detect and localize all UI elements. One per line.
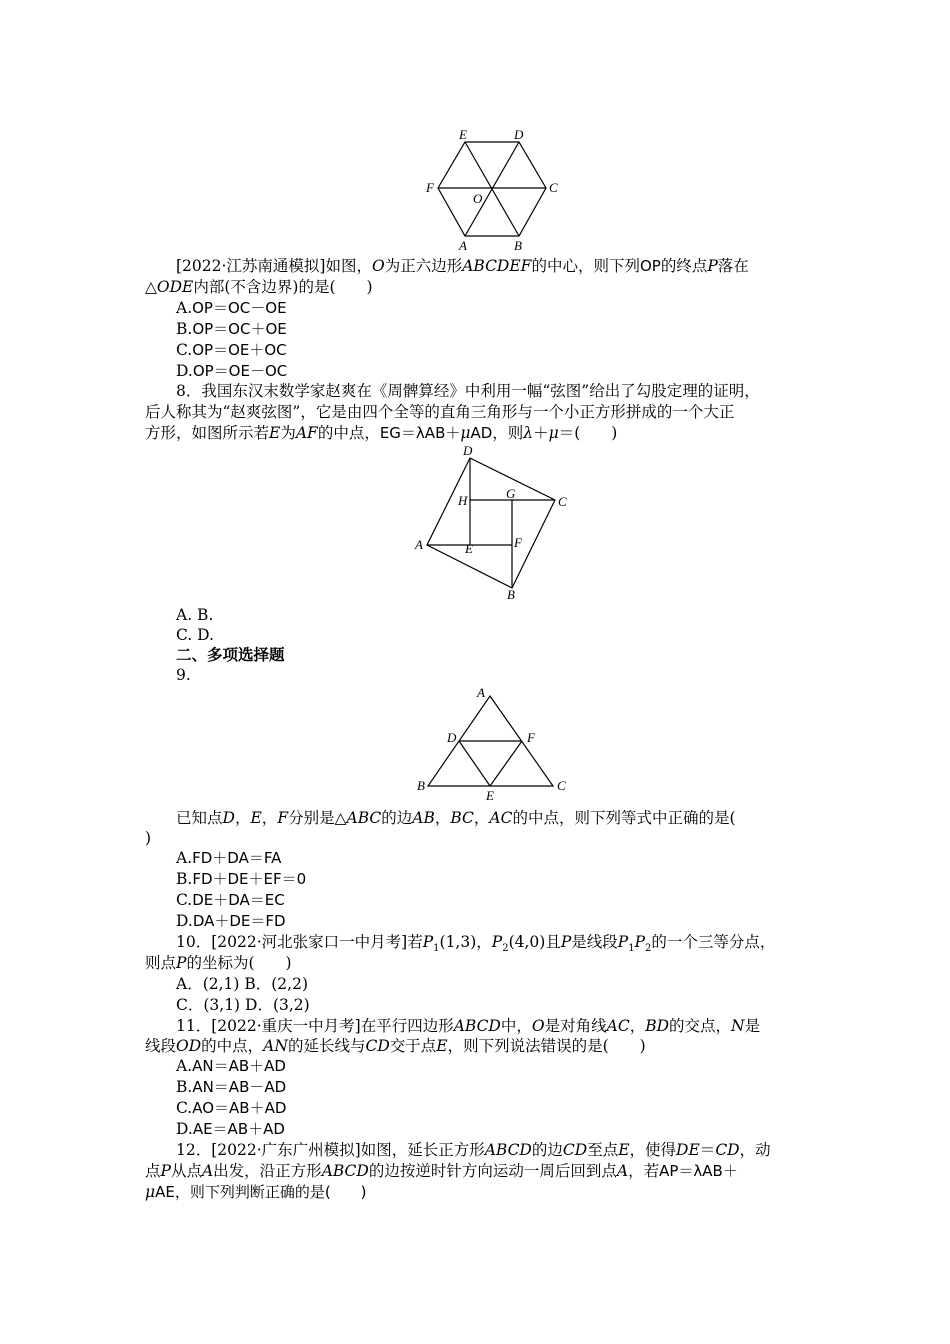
zhao-label-C: C: [558, 494, 567, 509]
q9-number: 9.: [176, 666, 191, 684]
q11-line2: 线段OD的中点，AN的延长线与CD交于点E，则下列说法错误的是( ): [145, 1037, 646, 1055]
q7-line1: [2022·江苏南通模拟]如图，O为正六边形ABCDEF的中心，则下列OP的终点P落在: [176, 257, 749, 275]
hexagon-label-B: B: [514, 238, 522, 253]
q9-option-a: A.FD＋DA＝FA: [176, 849, 282, 867]
triangle-label-F: F: [527, 730, 535, 745]
q9-option-d: D.DA＋DE＝FD: [176, 912, 286, 930]
q9-option-c: C.DE＋DA＝EC: [176, 891, 285, 909]
q9-line2: ): [145, 829, 152, 847]
q8-line3: 方形，如图所示若E为AF的中点，EG＝λAB＋μAD，则λ＋μ＝( ): [145, 424, 618, 442]
q12-line1: 12．[2022·广东广州模拟]如图，延长正方形ABCD的边CD至点E，使得DE＝CD，动: [176, 1141, 771, 1159]
q10-options-cd: C．(3,1) D．(3,2): [176, 996, 310, 1014]
zhao-label-A: A: [415, 537, 423, 552]
triangle-label-E: E: [486, 788, 494, 803]
q11-option-a: A.AN＝AB＋AD: [176, 1057, 286, 1075]
q9-option-b: B.FD＋DE＋EF＝0: [176, 870, 307, 888]
zhao-label-B: B: [507, 587, 515, 602]
q7-option-a: A.OP＝OC－OE: [176, 299, 287, 317]
q10-options-ab: A．(2,1) B．(2,2): [176, 975, 308, 993]
q11-option-c: C.AO＝AB＋AD: [176, 1099, 287, 1117]
triangle-label-D: D: [447, 730, 457, 745]
q10-line2: 则点P的坐标为( ): [145, 954, 292, 972]
q10-line1: 10．[2022·河北张家口一中月考]若$P_1(1,3)$，$P_2(4,0)$且P是线段$P_1P_2$的一个三等分点，: [176, 933, 776, 955]
hexagon-label-A: A: [459, 238, 467, 253]
q11-option-d: D.AE＝AB＋AD: [176, 1120, 285, 1138]
q11-line1: 11．[2022·重庆一中月考]在平行四边形ABCD中，O是对角线AC，BD的交点，N是: [176, 1017, 761, 1035]
zhao-label-E: E: [465, 541, 473, 556]
hexagon-label-E: E: [459, 127, 467, 142]
q9-line1: 已知点D，E，F分别是△ABC的边AB，BC，AC的中点，则下列等式中正确的是(: [176, 809, 736, 827]
hexagon-label-C: C: [549, 180, 558, 195]
zhao-label-F: F: [514, 535, 522, 550]
zhao-label-H: H: [458, 493, 468, 508]
q7-line2: △ODE内部(不含边界)的是( ): [145, 278, 373, 296]
hexagon-label-F: F: [426, 180, 434, 195]
q11-option-b: B.AN＝AB－AD: [176, 1078, 287, 1096]
triangle-label-A: A: [477, 685, 485, 700]
hexagon-label-D: D: [514, 127, 524, 142]
q7-option-b: B.OP＝OC＋OE: [176, 320, 287, 338]
triangle-label-C: C: [557, 778, 566, 793]
hexagon-label-O: O: [473, 191, 483, 206]
q7-option-c: C.OP＝OE＋OC: [176, 341, 287, 359]
q12-line2: 点P从点A出发，沿正方形ABCD的边按逆时针方向运动一周后回到点A，若AP＝λAB＋: [145, 1162, 738, 1180]
q8-options-cd: C. D.: [176, 626, 214, 644]
zhao-label-G: G: [506, 486, 516, 501]
q8-line2: 后人称其为“赵爽弦图”，它是由四个全等的直角三角形与一个小正方形拼成的一个大正: [145, 403, 735, 421]
q12-line3: μAE，则下列判断正确的是( ): [145, 1183, 367, 1201]
section-heading: 二、多项选择题: [176, 645, 285, 664]
q7-option-d: D.OP＝OE－OC: [176, 362, 288, 380]
zhao-label-D: D: [463, 443, 473, 458]
triangle-label-B: B: [417, 778, 425, 793]
q8-line1: 8．我国东汉末数学家赵爽在《周髀算经》中利用一幅“弦图”给出了勾股定理的证明，: [176, 382, 760, 400]
q8-options-ab: A. B.: [176, 606, 214, 624]
